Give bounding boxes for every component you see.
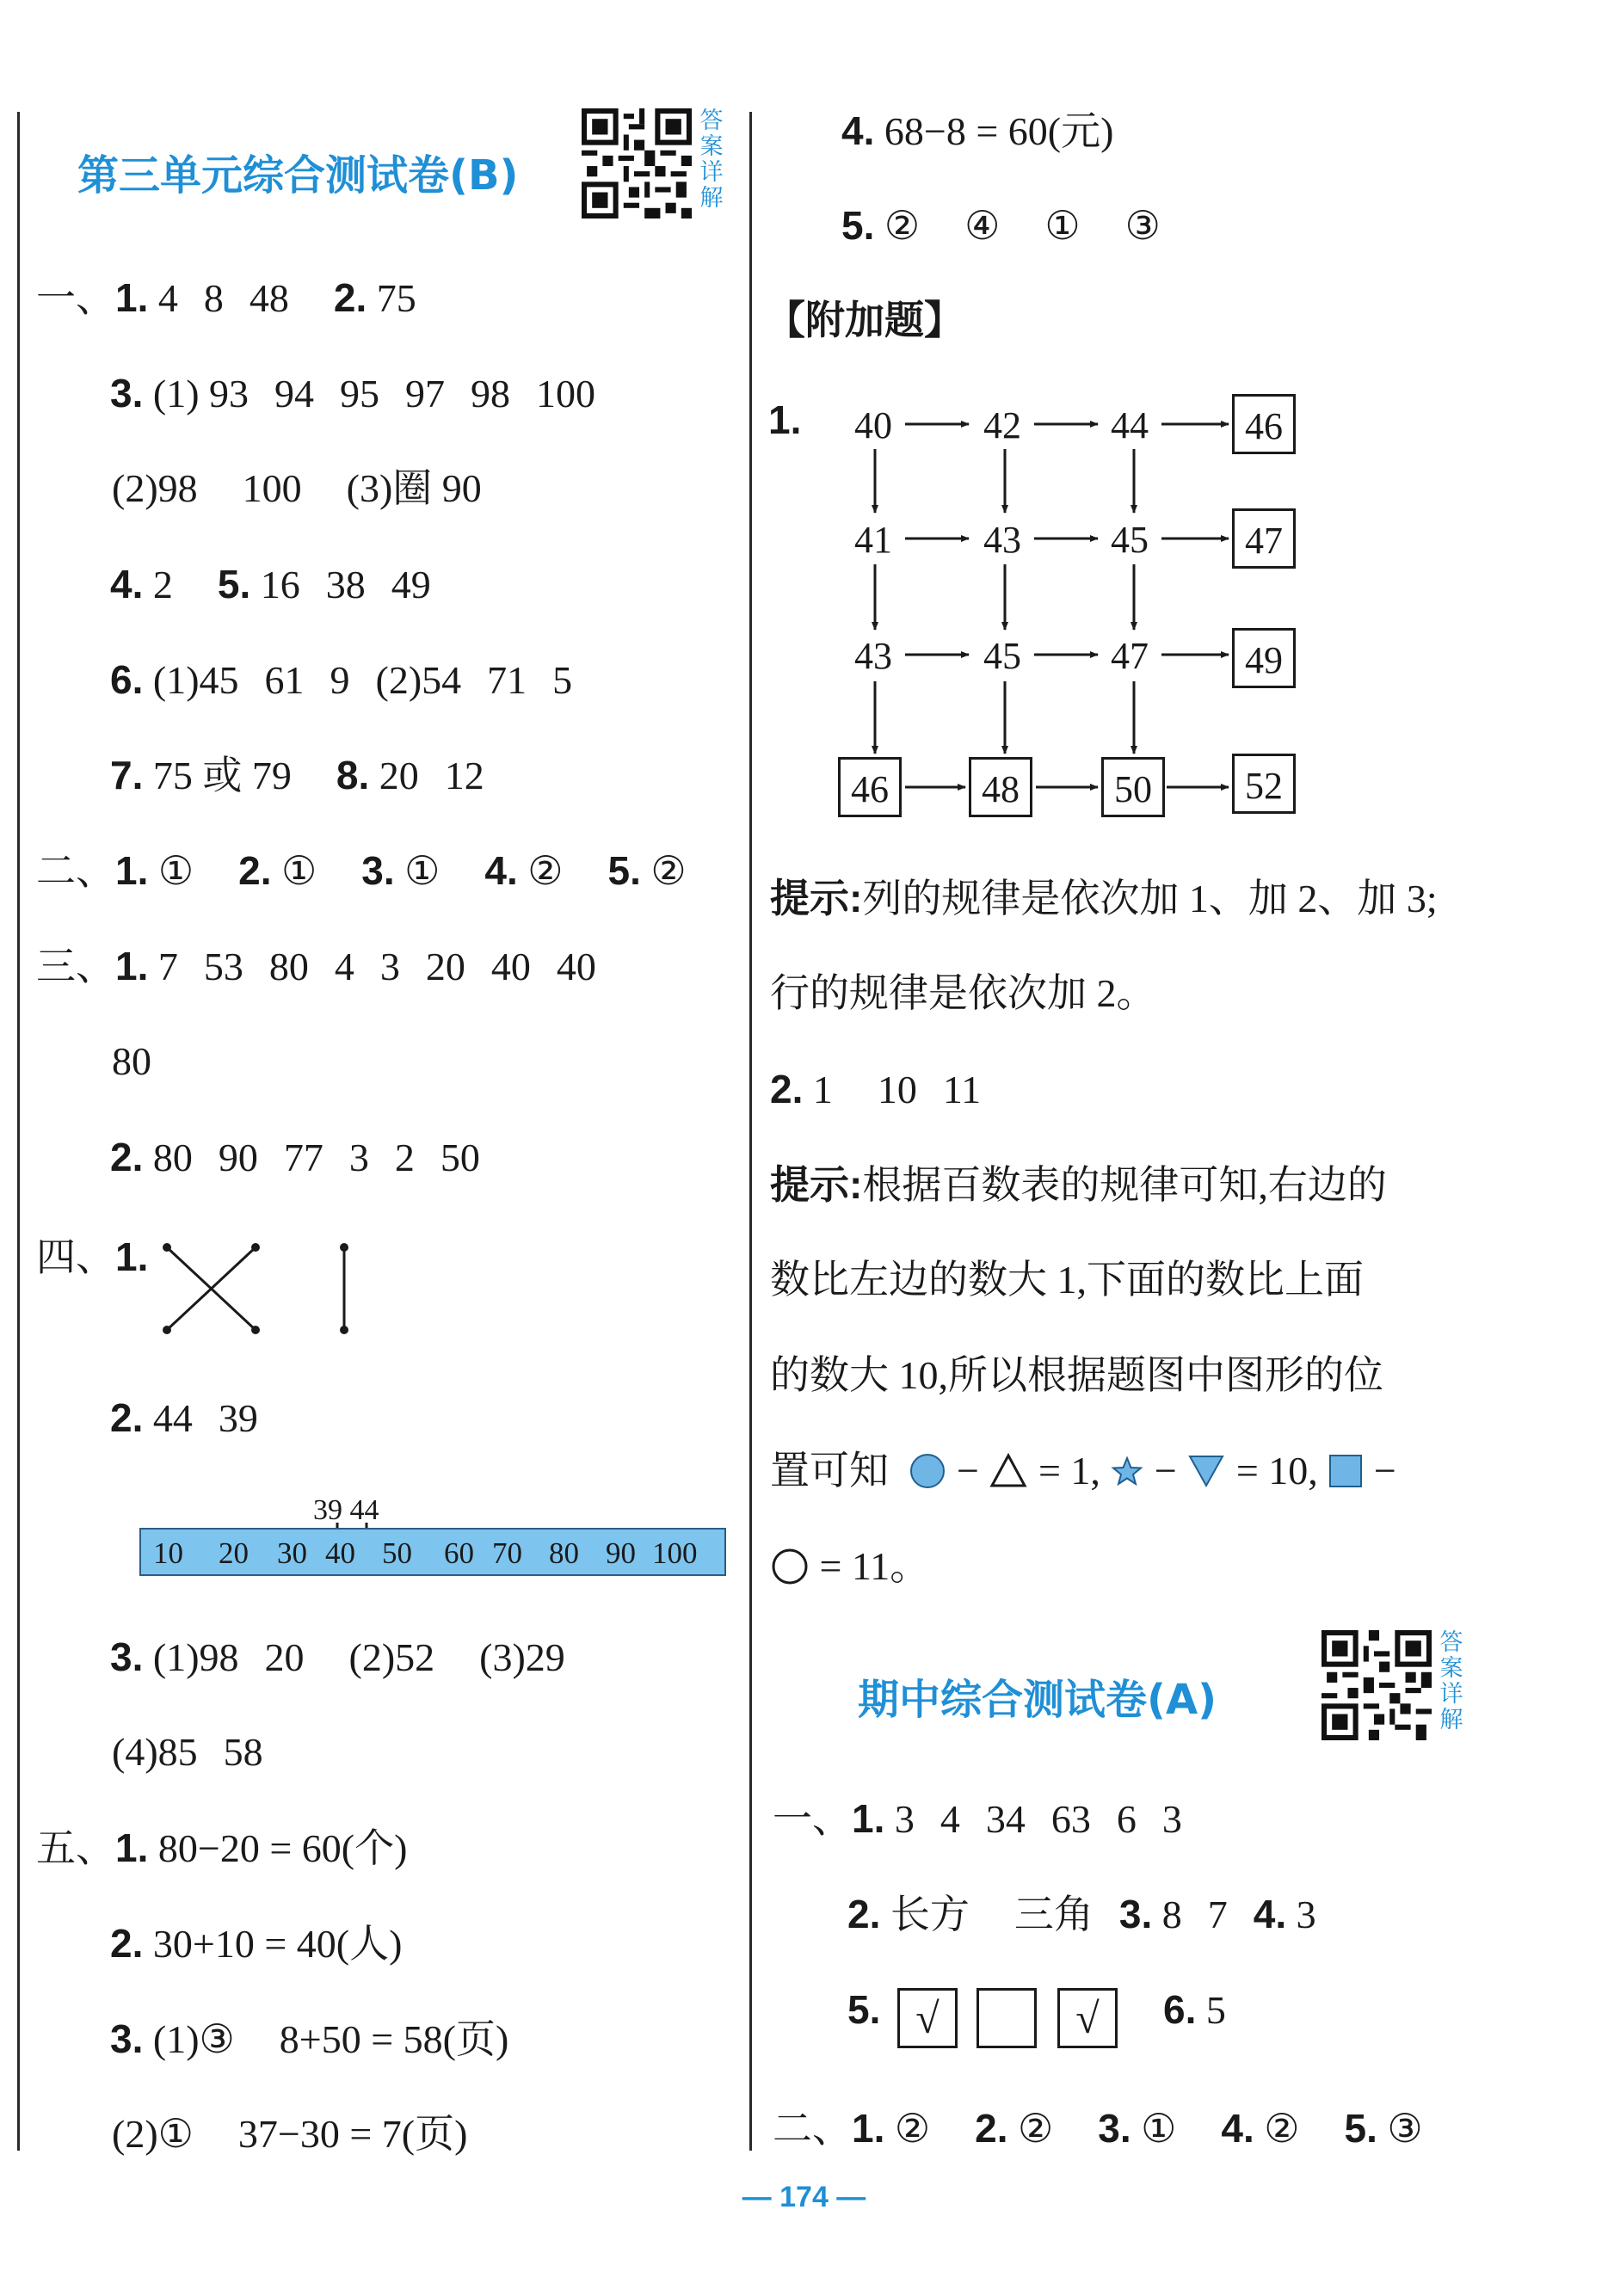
answer-row-1-3: 3. (1) 93 94 95 97 98 100 (110, 371, 596, 415)
grid-cell: 47 (1111, 635, 1149, 677)
answer-row-1-7: 7. 75 或 79 8. 20 12 (110, 753, 484, 797)
ruler-tick: 70 (492, 1536, 522, 1570)
ruler-tick: 20 (219, 1536, 249, 1570)
check-box (977, 1988, 1037, 2048)
grid-cell: 42 (983, 404, 1021, 446)
check-box: √ (897, 1988, 958, 2048)
grid-answer-box: 47 (1232, 508, 1296, 569)
answer-row-1-1: 一、1. 4 8 48 2. 75 (36, 275, 416, 320)
midterm-row-1-6: 6. 5 (1163, 1987, 1226, 2032)
grid-answer-box: 46 (838, 757, 902, 817)
ruler-tick: 10 (153, 1536, 183, 1570)
qr-code-icon[interactable] (582, 108, 692, 219)
answer-row-3-1: 三、1. 7 53 80 4 3 20 40 40 (36, 944, 596, 988)
hint-2-line-3: 的数大 10,所以根据题图中图形的位 (770, 1353, 1383, 1397)
answer-row-5-1: 五、1. 80−20 = 60(个) (36, 1825, 408, 1870)
answer-row-4-3: 3. (1)98 20 (2)52 (3)29 (110, 1634, 565, 1679)
answer-row-4-1: 四、1. (36, 1234, 149, 1279)
grid-cell: 44 (1111, 404, 1149, 446)
hint-1-line-1: 提示:列的规律是依次加 1、加 2、加 3; (770, 876, 1438, 920)
answer-row-r4: 4. 68−8 = 60(元) (841, 108, 1114, 153)
inverted-triangle-icon (1186, 1451, 1226, 1491)
midterm-section-title: 期中综合测试卷(A) (858, 1676, 1217, 1724)
star-icon (1110, 1455, 1144, 1489)
midterm-row-2: 二、1. ② 2. ② 3. ① 4. ② 5. ③ (773, 2106, 1423, 2151)
answer-row-5-2: 2. 30+10 = 40(人) (110, 1921, 403, 1966)
ruler-marks-label: 39 44 (313, 1494, 379, 1526)
answer-row-4-3b: (4)85 58 (112, 1730, 263, 1774)
hint-2-line-2: 数比左边的数大 1,下面的数比上面 (770, 1258, 1364, 1302)
answer-row-3-1b: 80 (112, 1039, 151, 1083)
answer-row-r5: 5. ② ④ ① ③ (841, 203, 1161, 248)
grid-cell: 45 (983, 635, 1021, 677)
answer-row-5-3: 3. (1)③ 8+50 = 58(页) (110, 2016, 509, 2061)
qr-code-icon[interactable] (1322, 1630, 1432, 1740)
answer-row-1-6: 6. (1)45 61 9 (2)54 71 5 (110, 657, 573, 702)
grid-arrows (826, 379, 1256, 826)
answer-row-3-2: 2. 80 90 77 3 2 50 (110, 1135, 480, 1179)
grid-cell: 43 (983, 519, 1021, 561)
ruler-tick: 50 (382, 1536, 412, 1570)
hint-2-line-4: 置可知 − = 1, − = 10, − (770, 1449, 1396, 1493)
grid-cell: 45 (1111, 519, 1149, 561)
grid-answer-box: 52 (1232, 754, 1296, 814)
hint-2-line-5: = 11。 (770, 1542, 929, 1591)
grid-cell: 41 (854, 519, 892, 561)
check-box: √ (1057, 1988, 1118, 2048)
hint-2-line-1: 提示:根据百数表的规律可知,右边的 (770, 1162, 1387, 1207)
grid-cell: 40 (854, 404, 892, 446)
midterm-row-1-1: 一、1. 3 4 34 63 6 3 (773, 1796, 1182, 1841)
grid-answer-box: 49 (1232, 628, 1296, 688)
left-margin-rule (17, 112, 20, 2151)
hint-1-line-2: 行的规律是依次加 2。 (770, 971, 1156, 1015)
ruler-tick: 40 (325, 1536, 355, 1570)
ruler-tick: 90 (606, 1536, 636, 1570)
answer-row-1-4: 4. 2 5. 16 38 49 (110, 562, 431, 606)
left-section-title: 第三单元综合测试卷(B) (77, 151, 519, 200)
number-ruler (139, 1528, 726, 1576)
ruler-tick: 100 (652, 1536, 698, 1570)
extra-section-title: 【附加题】 (766, 297, 964, 343)
page-number: — 174 — (742, 2181, 866, 2213)
answer-row-4-2: 2. 44 39 (110, 1395, 258, 1440)
answer-row-1-3b: (2)98 100 (3)圈 90 (112, 466, 482, 510)
midterm-row-1-5: 5. (847, 1987, 881, 2032)
column-divider (749, 112, 752, 2151)
extra-question-1: 1. (768, 397, 802, 442)
grid-answer-box: 50 (1101, 757, 1165, 817)
answer-row-2: 二、1. ① 2. ① 3. ① 4. ② 5. ② (36, 848, 687, 893)
qr-answer-label: 答 案 详 解 (1439, 1629, 1463, 1733)
grid-answer-box: 48 (969, 757, 1032, 817)
matching-lines-diagram (159, 1239, 357, 1342)
grid-answer-box: 46 (1232, 394, 1296, 454)
ruler-tick: 80 (549, 1536, 579, 1570)
midterm-row-1-2: 2. 长方 三角 3. 8 7 4. 3 (847, 1892, 1316, 1936)
triangle-icon (989, 1451, 1028, 1491)
ruler-tick: 60 (444, 1536, 474, 1570)
circle-icon (770, 1547, 810, 1586)
blue-circle-icon (908, 1451, 947, 1491)
qr-answer-label: 答 案 详 解 (699, 108, 724, 212)
extra-question-2: 2. 1 10 11 (770, 1067, 982, 1111)
grid-cell: 43 (854, 635, 892, 677)
blue-square-icon (1328, 1453, 1364, 1489)
ruler-tick: 30 (277, 1536, 307, 1570)
answer-row-5-3b: (2)① 37−30 = 7(页) (112, 2112, 468, 2156)
